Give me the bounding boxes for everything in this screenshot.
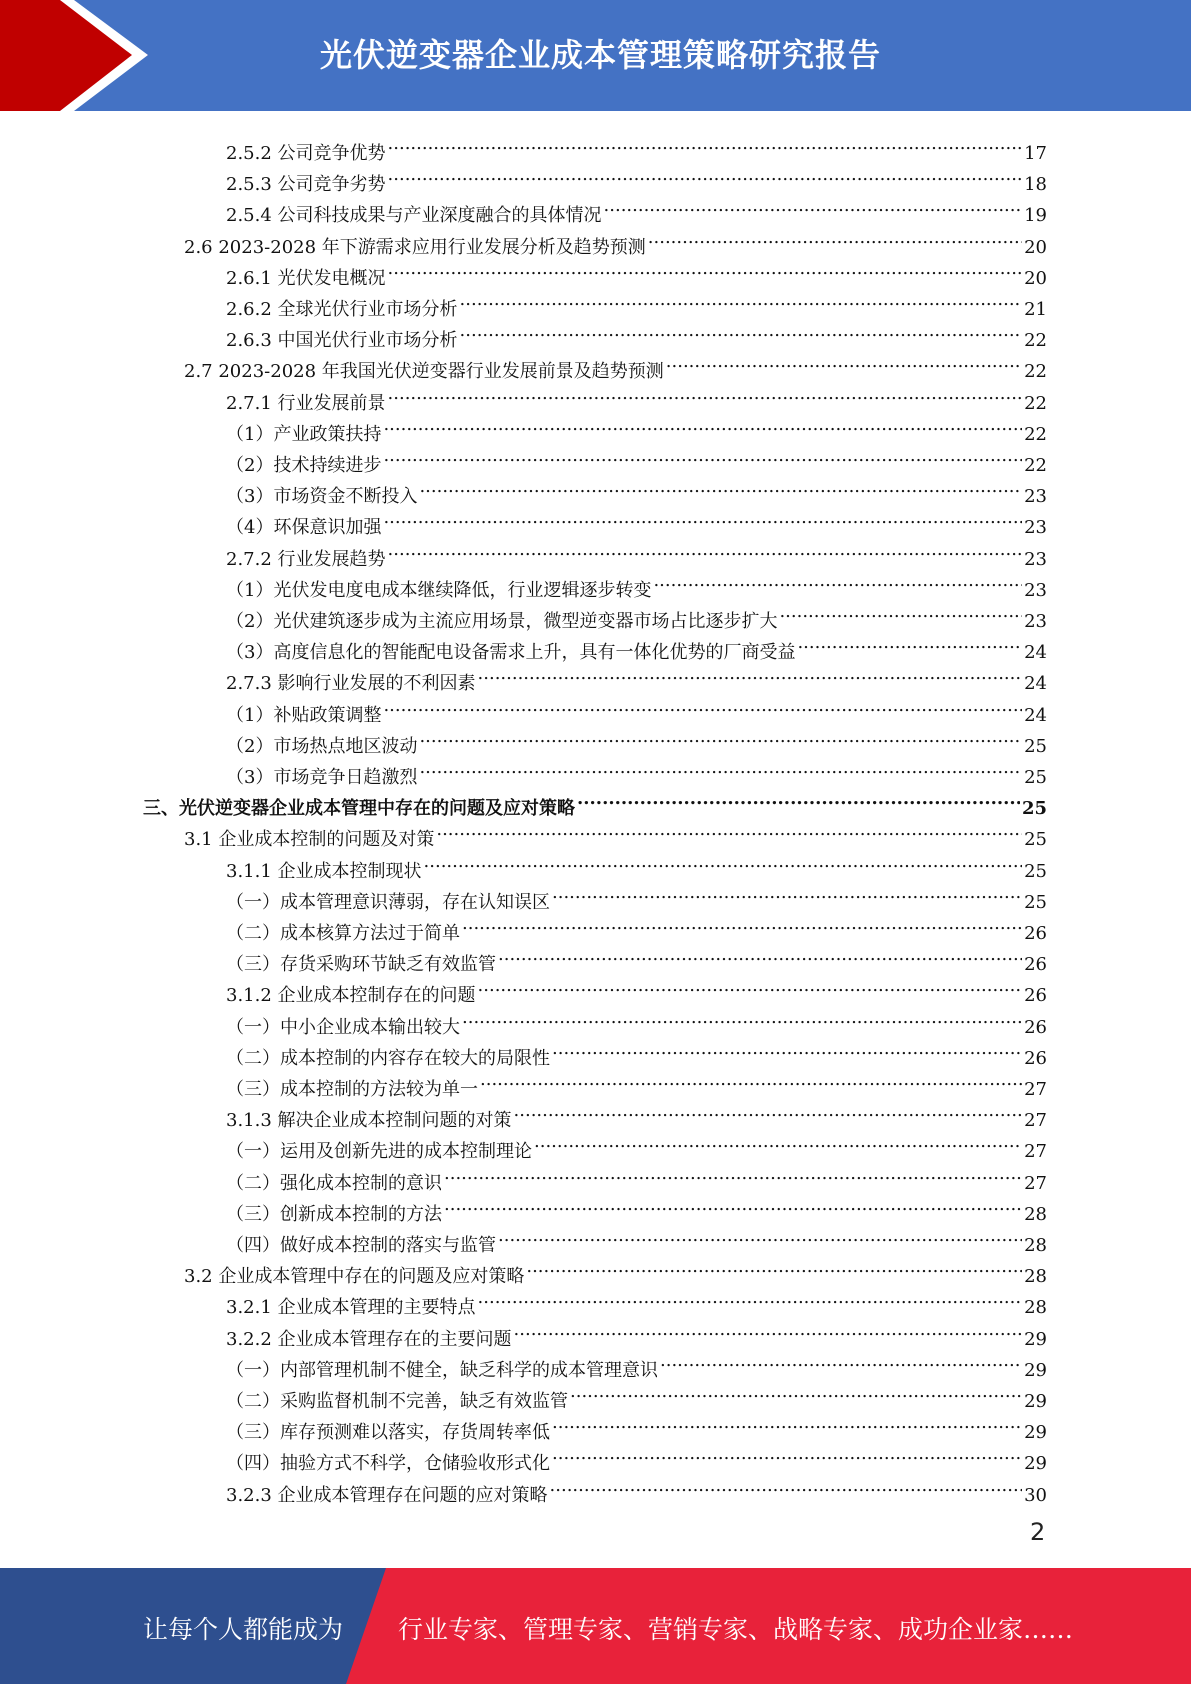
toc-entry-page: 23 bbox=[1024, 579, 1047, 601]
toc-entry-page: 28 bbox=[1024, 1297, 1047, 1319]
toc-dot-leader bbox=[388, 534, 1023, 565]
toc-entry-label: （1）补贴政策调整 bbox=[226, 704, 382, 726]
toc-entry[interactable] bbox=[226, 1189, 1047, 1225]
toc-entry[interactable] bbox=[226, 690, 1047, 726]
toc-dot-leader bbox=[388, 378, 1023, 409]
toc-dot-leader bbox=[444, 1158, 1022, 1189]
toc-entry-label: （1）产业政策扶持 bbox=[226, 423, 382, 445]
toc-entry-page: 29 bbox=[1024, 1391, 1047, 1412]
toc-entry[interactable] bbox=[226, 253, 1047, 289]
toc-entry-label: （二）成本核算方法过于简单 bbox=[226, 923, 460, 944]
toc-dot-leader bbox=[498, 1220, 1022, 1251]
toc-entry[interactable] bbox=[226, 409, 1047, 445]
footer-slogan-left: 让每个人都能成为 bbox=[143, 1615, 344, 1644]
toc-entry-label: （一）成本管理意识薄弱，存在认知误区 bbox=[226, 891, 550, 913]
toc-entry-label: 3.1.3 解决企业成本控制问题的对策 bbox=[226, 1110, 512, 1132]
toc-entry-page: 22 bbox=[1024, 455, 1047, 476]
toc-entry-label: 2.7.1 行业发展前景 bbox=[226, 392, 386, 414]
toc-dot-leader bbox=[444, 1189, 1022, 1220]
toc-entry-label: 3.2 企业成本管理中存在的问题及应对策略 bbox=[184, 1266, 525, 1288]
toc-entry[interactable] bbox=[226, 1126, 1047, 1163]
toc-entry-page: 28 bbox=[1024, 1203, 1047, 1225]
toc-entry-page: 29 bbox=[1024, 1359, 1047, 1381]
toc-entry[interactable] bbox=[143, 783, 1047, 820]
toc-dot-leader bbox=[419, 471, 1022, 502]
toc-entry-label: （三）成本控制的方法较为单一 bbox=[226, 1079, 478, 1100]
toc-entry-label: （3）高度信息化的智能配电设备需求上升，具有一体化优势的厂商受益 bbox=[226, 642, 796, 664]
toc-dot-leader bbox=[648, 222, 1022, 253]
toc-dot-leader bbox=[480, 1064, 1022, 1095]
toc-dot-leader bbox=[550, 1470, 1023, 1501]
toc-entry-page: 26 bbox=[1024, 954, 1047, 976]
toc-entry-page: 20 bbox=[1024, 236, 1047, 258]
toc-dot-leader bbox=[552, 877, 1022, 908]
toc-entry-page: 29 bbox=[1024, 1328, 1047, 1350]
toc-entry[interactable] bbox=[226, 846, 1047, 882]
toc-entry-label: 3.2.1 企业成本管理的主要特点 bbox=[226, 1297, 476, 1319]
toc-entry-label: （三）库存预测难以落实，存货周转率低 bbox=[226, 1422, 550, 1444]
toc-entry-label: （3）市场竞争日趋激烈 bbox=[226, 767, 418, 788]
toc-entry-page: 22 bbox=[1024, 330, 1047, 352]
toc-entry[interactable] bbox=[226, 752, 1047, 788]
toc-entry-page: 25 bbox=[1024, 860, 1047, 882]
toc-entry-page: 25 bbox=[1024, 829, 1047, 851]
toc-dot-leader bbox=[383, 690, 1022, 721]
toc-entry-label: （二）采购监督机制不完善，缺乏有效监管 bbox=[226, 1391, 568, 1412]
toc-entry[interactable] bbox=[226, 1438, 1047, 1475]
toc-dot-leader bbox=[388, 159, 1023, 190]
toc-entry-label: 2.5.2 公司竞争优势 bbox=[226, 143, 386, 164]
page-footer bbox=[0, 1568, 1191, 1684]
toc-entry-page: 24 bbox=[1024, 642, 1047, 664]
toc-entry-label: 3.1.2 企业成本控制存在的问题 bbox=[226, 985, 476, 1007]
toc-dot-leader bbox=[534, 1126, 1022, 1157]
toc-dot-leader bbox=[779, 596, 1022, 627]
toc-entry[interactable] bbox=[184, 814, 1047, 851]
toc-entry[interactable] bbox=[184, 222, 1047, 258]
toc-entry-label: （1）光伏发电度电成本继续降低，行业逻辑逐步转变 bbox=[226, 579, 652, 601]
toc-entry-label: 3.1 企业成本控制的问题及对策 bbox=[184, 829, 435, 851]
toc-dot-leader bbox=[419, 721, 1022, 752]
toc-dot-leader bbox=[570, 1376, 1022, 1407]
toc-entry-label: 2.6.1 光伏发电概况 bbox=[226, 267, 386, 289]
toc-entry-label: 2.7.2 行业发展趋势 bbox=[226, 548, 386, 570]
toc-entry-page: 23 bbox=[1024, 548, 1047, 570]
toc-entry[interactable] bbox=[226, 378, 1047, 414]
toc-dot-leader bbox=[526, 1251, 1022, 1282]
toc-entry[interactable] bbox=[226, 1345, 1047, 1381]
toc-entry-label: 3.2.2 企业成本管理存在的主要问题 bbox=[226, 1328, 512, 1350]
toc-entry-label: 3.2.3 企业成本管理存在问题的应对策略 bbox=[226, 1484, 548, 1506]
toc-entry[interactable] bbox=[226, 190, 1047, 227]
toc-entry-page: 27 bbox=[1024, 1141, 1047, 1163]
toc-entry[interactable] bbox=[226, 440, 1047, 476]
toc-entry-page: 27 bbox=[1024, 1110, 1047, 1132]
toc-dot-leader bbox=[514, 1095, 1023, 1126]
toc-dot-leader bbox=[478, 970, 1023, 1001]
toc-entry-page: 23 bbox=[1024, 611, 1047, 632]
toc-entry-label: （3）市场资金不断投入 bbox=[226, 486, 418, 508]
toc-entry-label: 2.7 2023-2028 年我国光伏逆变器行业发展前景及趋势预测 bbox=[184, 361, 664, 383]
toc-entry[interactable] bbox=[226, 1282, 1047, 1319]
toc-dot-leader bbox=[552, 1407, 1022, 1438]
toc-entry-label: 2.7.3 影响行业发展的不利因素 bbox=[226, 673, 476, 695]
toc-entry[interactable] bbox=[226, 471, 1047, 508]
toc-entry-page: 25 bbox=[1021, 798, 1047, 820]
toc-entry-page: 27 bbox=[1024, 1172, 1047, 1194]
toc-entry[interactable] bbox=[226, 534, 1047, 570]
toc-dot-leader bbox=[383, 409, 1022, 440]
toc-entry-label: 2.5.3 公司竞争劣势 bbox=[226, 174, 386, 196]
toc-entry[interactable] bbox=[226, 565, 1047, 601]
toc-dot-leader bbox=[604, 190, 1023, 221]
toc-entry[interactable] bbox=[226, 658, 1047, 695]
toc-dot-leader bbox=[478, 1282, 1023, 1313]
toc-dot-leader bbox=[460, 315, 1023, 346]
toc-dot-leader bbox=[552, 1438, 1022, 1469]
toc-entry[interactable] bbox=[226, 502, 1047, 539]
toc-entry[interactable] bbox=[226, 596, 1047, 632]
document-title: 光伏逆变器企业成本管理策略研究报告 bbox=[319, 36, 881, 74]
toc-entry-label: 3.1.1 企业成本控制现状 bbox=[226, 860, 422, 882]
toc-entry-page: 21 bbox=[1024, 299, 1047, 320]
toc-entry-label: （三）创新成本控制的方法 bbox=[226, 1203, 442, 1225]
toc-entry-page: 27 bbox=[1024, 1079, 1047, 1100]
toc-entry[interactable] bbox=[226, 721, 1047, 757]
toc-entry-label: （一）内部管理机制不健全，缺乏科学的成本管理意识 bbox=[226, 1359, 658, 1381]
toc-entry-label: （二）强化成本控制的意识 bbox=[226, 1172, 442, 1194]
toc-dot-leader bbox=[462, 908, 1022, 939]
toc-entry-page: 26 bbox=[1024, 923, 1047, 944]
toc-entry[interactable] bbox=[226, 970, 1047, 1007]
toc-entry-page: 29 bbox=[1024, 1453, 1047, 1475]
toc-dot-leader bbox=[653, 565, 1022, 596]
toc-entry-page: 23 bbox=[1024, 517, 1047, 539]
toc-entry[interactable] bbox=[226, 128, 1047, 164]
toc-entry-label: 2.6.3 中国光伏行业市场分析 bbox=[226, 330, 458, 352]
toc-entry-label: （四）做好成本控制的落实与监管 bbox=[226, 1235, 496, 1256]
toc-dot-leader bbox=[419, 752, 1022, 783]
toc-dot-leader bbox=[462, 1002, 1022, 1033]
toc-dot-leader bbox=[478, 658, 1023, 689]
toc-dot-leader bbox=[666, 346, 1022, 377]
toc-entry[interactable] bbox=[226, 315, 1047, 352]
toc-entry-label: 2.6.2 全球光伏行业市场分析 bbox=[226, 299, 458, 320]
toc-dot-leader bbox=[383, 502, 1022, 533]
toc-entry-page: 26 bbox=[1024, 1016, 1047, 1038]
toc-entry[interactable] bbox=[226, 1158, 1047, 1194]
toc-entry-label: 2.6 2023-2028 年下游需求应用行业发展分析及趋势预测 bbox=[184, 236, 646, 258]
toc-entry-label: （二）成本控制的内容存在较大的局限性 bbox=[226, 1047, 550, 1069]
toc-entry[interactable] bbox=[226, 1064, 1047, 1100]
toc-entry-page: 22 bbox=[1024, 361, 1047, 383]
toc-entry-page: 25 bbox=[1024, 891, 1047, 913]
toc-entry[interactable] bbox=[226, 1002, 1047, 1038]
toc-entry-label: （2）市场热点地区波动 bbox=[226, 735, 418, 757]
toc-dot-leader bbox=[383, 440, 1022, 471]
toc-entry[interactable] bbox=[226, 1095, 1047, 1132]
toc-entry-page: 18 bbox=[1024, 174, 1047, 196]
toc-dot-leader bbox=[552, 1033, 1022, 1064]
toc-entry-page: 20 bbox=[1024, 267, 1047, 289]
toc-entry-page: 26 bbox=[1024, 985, 1047, 1007]
toc-entry[interactable] bbox=[226, 284, 1047, 320]
toc-dot-leader bbox=[660, 1345, 1022, 1376]
toc-entry-label: （三）存货采购环节缺乏有效监管 bbox=[226, 954, 496, 976]
toc-entry-page: 24 bbox=[1024, 704, 1047, 726]
toc-entry-page: 28 bbox=[1024, 1266, 1047, 1288]
toc-entry[interactable] bbox=[226, 1470, 1047, 1506]
toc-entry-page: 22 bbox=[1024, 423, 1047, 445]
toc-entry-page: 22 bbox=[1024, 392, 1047, 414]
toc-entry[interactable] bbox=[226, 1407, 1047, 1444]
toc-entry-page: 29 bbox=[1024, 1422, 1047, 1444]
toc-entry[interactable] bbox=[184, 346, 1047, 383]
toc-entry-page: 17 bbox=[1024, 143, 1047, 164]
toc-entry-label: （四）抽验方式不科学，仓储验收形式化 bbox=[226, 1453, 550, 1475]
toc-entry-label: （2）技术持续进步 bbox=[226, 455, 382, 476]
toc-entry-page: 25 bbox=[1024, 767, 1047, 788]
toc-entry[interactable] bbox=[226, 939, 1047, 976]
toc-entry-page: 24 bbox=[1024, 673, 1047, 695]
toc-entry-label: （一）运用及创新先进的成本控制理论 bbox=[226, 1141, 532, 1163]
toc-dot-leader bbox=[460, 284, 1023, 315]
toc-dot-leader bbox=[577, 783, 1020, 814]
toc-entry-page: 25 bbox=[1024, 735, 1047, 757]
toc-entry[interactable] bbox=[226, 1220, 1047, 1256]
toc-entry-label: （2）光伏建筑逐步成为主流应用场景，微型逆变器市场占比逐步扩大 bbox=[226, 611, 778, 632]
toc-dot-leader bbox=[388, 128, 1023, 159]
footer-slogan-right: 行业专家、管理专家、营销专家、战略专家、成功企业家…… bbox=[398, 1615, 1074, 1644]
toc-dot-leader bbox=[424, 846, 1023, 877]
toc-dot-leader bbox=[388, 253, 1023, 284]
toc-entry[interactable] bbox=[226, 627, 1047, 664]
toc-dot-leader bbox=[436, 814, 1022, 845]
page-number: 2 bbox=[1030, 1518, 1046, 1546]
toc-dot-leader bbox=[797, 627, 1022, 658]
toc-entry-page: 30 bbox=[1024, 1484, 1047, 1506]
toc-entry-label: （一）中小企业成本输出较大 bbox=[226, 1016, 460, 1038]
toc-entry[interactable] bbox=[226, 1314, 1047, 1350]
toc-entry-page: 23 bbox=[1024, 486, 1047, 508]
toc-entry-page: 28 bbox=[1024, 1235, 1047, 1256]
page-header bbox=[0, 0, 1191, 111]
toc-entry-page: 26 bbox=[1024, 1047, 1047, 1069]
toc-dot-leader bbox=[498, 939, 1022, 970]
toc-entry-label: 2.5.4 公司科技成果与产业深度融合的具体情况 bbox=[226, 205, 602, 227]
toc-dot-leader bbox=[514, 1314, 1023, 1345]
toc-entry[interactable] bbox=[226, 908, 1047, 944]
toc-entry[interactable] bbox=[226, 159, 1047, 196]
toc-entry[interactable] bbox=[226, 1376, 1047, 1412]
toc-entry-page: 19 bbox=[1024, 205, 1047, 227]
toc-entry-label: （4）环保意识加强 bbox=[226, 517, 382, 539]
toc-entry-label: 三、光伏逆变器企业成本管理中存在的问题及应对策略 bbox=[143, 798, 575, 820]
toc-entry[interactable] bbox=[226, 877, 1047, 913]
toc-entry[interactable] bbox=[226, 1033, 1047, 1069]
toc-entry[interactable] bbox=[184, 1251, 1047, 1288]
